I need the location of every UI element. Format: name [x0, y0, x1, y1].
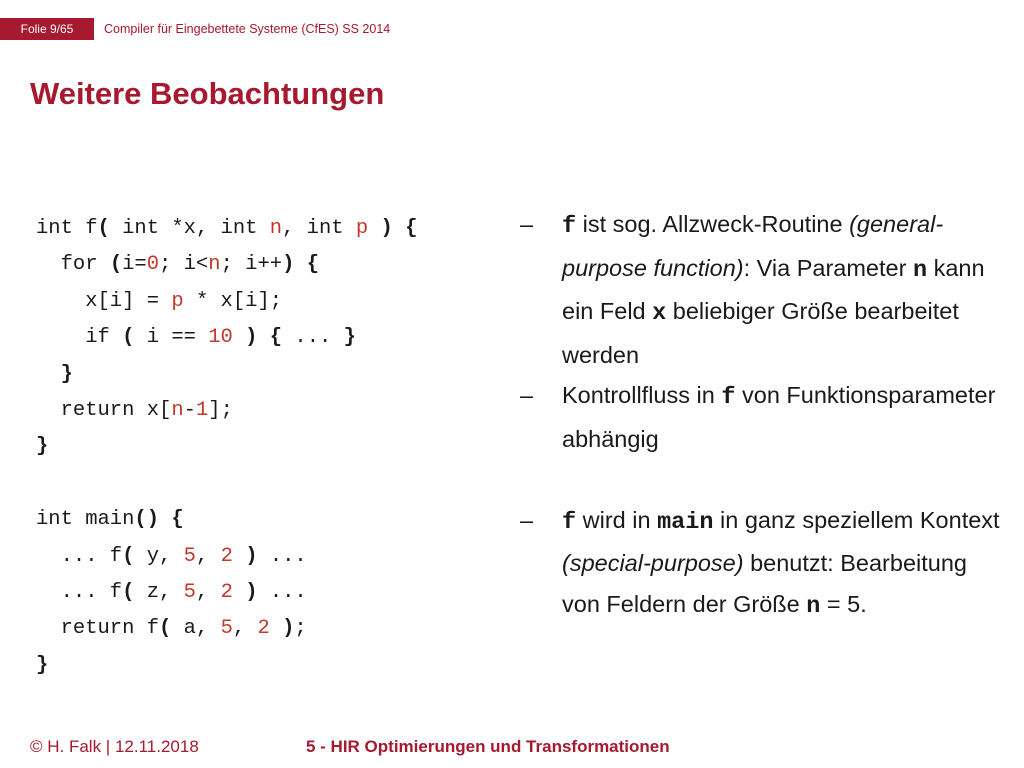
bullet-item [520, 500, 1010, 628]
code-line: } [60, 362, 73, 386]
bullet-text: n [806, 592, 821, 620]
code-line: } [36, 435, 49, 459]
bullet-text: f [562, 213, 577, 240]
bullet-text: = 5. [820, 590, 867, 617]
bullet-text: beliebiger Größe bearbeitet werden [562, 298, 959, 368]
bullet-text: main [657, 508, 714, 536]
bullet-text: f [562, 508, 577, 536]
code-line: return x[n-1]; [36, 398, 233, 422]
bullet-text: in ganz speziellem Kontext [713, 506, 1000, 533]
code-line [36, 466, 417, 502]
code-line: int f( int *x, int n, int p ) { [36, 217, 418, 240]
bullet-text: f [721, 384, 736, 412]
bullet-text: kann ein Feld [562, 254, 985, 325]
slide-title: Weitere Beobachtungen [30, 76, 385, 111]
bullet-text: n [912, 256, 928, 284]
course-title: Compiler für Eingebettete Systeme (CfES) SS 2014 [104, 22, 391, 36]
code-block [36, 211, 417, 684]
bullet-text: : Via Parameter [743, 254, 913, 281]
code-line: } [36, 653, 49, 677]
code-line: x[i] = p * x[i]; [36, 289, 283, 313]
footer-chapter-title: 5 - HIR Optimierungen und Transformationen [306, 737, 670, 756]
bullet-list [520, 204, 1010, 627]
bullet-dash: – [520, 382, 534, 409]
slide-number-badge: Folie 9/65 [0, 18, 94, 40]
code-line: int main() { [36, 508, 184, 532]
bullet-text: (general-purpose function) [562, 211, 944, 281]
code-line: ... f( y, 5, 2 ) ... [36, 544, 307, 568]
bullet-text: (special-purpose) [562, 550, 744, 577]
bullet-item [520, 375, 1010, 459]
footer-author-date: © H. Falk | 12.11.2018 [30, 737, 199, 756]
bullet-text: ist sog. Allzweck-Routine [576, 211, 850, 237]
bullet-dash: – [520, 211, 534, 237]
bullet-text: wird in [576, 506, 658, 533]
bullet-text: Kontrollfluss in [562, 382, 722, 409]
code-line: if ( i == 10 ) { ... } [36, 326, 356, 350]
code-line: ... f( z, 5, 2 ) ... [36, 580, 307, 604]
code-line: for (i=0; i<n; i++) { [36, 253, 320, 277]
code-line: return f( a, 5, 2 ); [36, 617, 307, 641]
bullet-text: x [652, 300, 667, 328]
bullet-text: benutzt: Bearbeitung von Feldern der Größe [562, 550, 967, 617]
bullet-dash: – [520, 506, 534, 533]
bullet-item [520, 204, 1010, 375]
bullet-text: von Funktionsparameter abhängig [562, 382, 996, 452]
